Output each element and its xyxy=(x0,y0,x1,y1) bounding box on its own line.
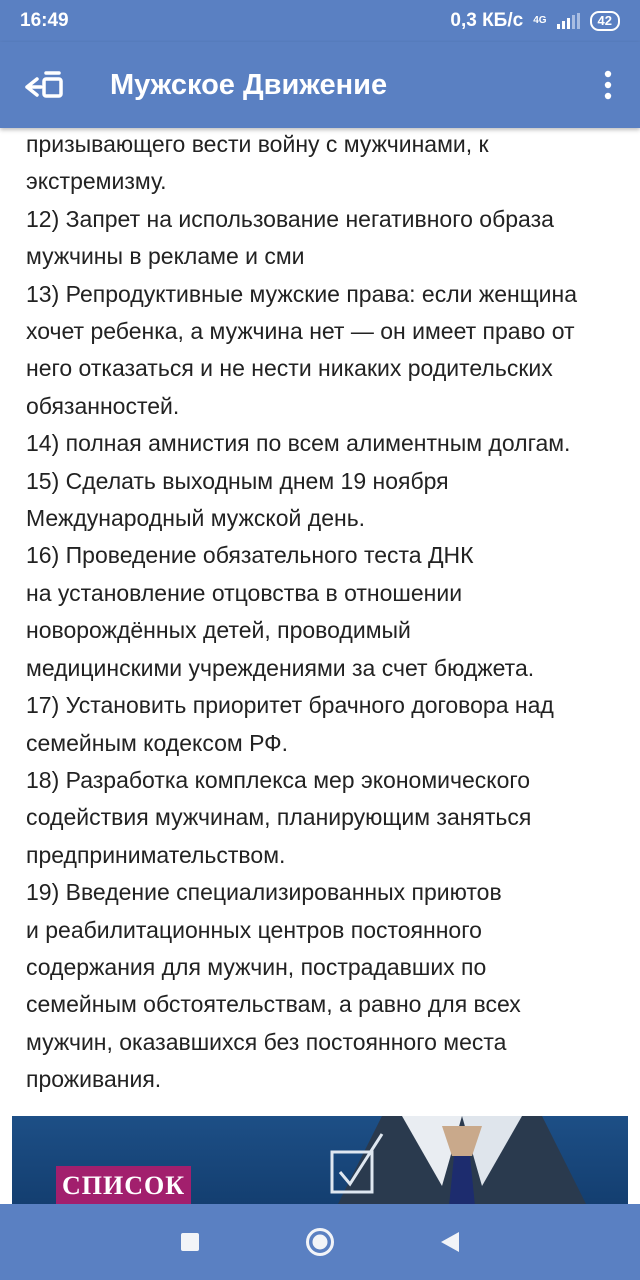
recents-square-icon xyxy=(180,1232,200,1252)
text-line: содержания для мужчин, пострадавших по xyxy=(26,953,487,980)
home-circle-icon xyxy=(305,1227,335,1257)
businessman-image xyxy=(292,1116,628,1204)
battery-icon xyxy=(590,11,620,31)
text-line: семейным обстоятельствам, а равно для всех xyxy=(26,991,521,1018)
back-nav-button[interactable] xyxy=(385,1204,515,1280)
text-line: хочет ребенка, а мужчина нет — он имеет право от xyxy=(26,318,575,345)
text-line: экстремизму. xyxy=(26,168,167,195)
text-line: предпринимательством. xyxy=(26,841,286,868)
text-line: 16) Проведение обязательного теста ДНК xyxy=(26,542,474,569)
text-line: и реабилитационных центров постоянного xyxy=(26,916,482,943)
text-line: медицинскими учреждениями за счет бюджета. xyxy=(26,654,535,681)
text-line: 17) Установить приоритет брачного договора над xyxy=(26,692,554,719)
back-button[interactable] xyxy=(0,42,92,128)
text-line: 19) Введение специализированных приютов xyxy=(26,879,502,906)
text-line: проживания. xyxy=(26,1066,162,1093)
navigation-bar xyxy=(0,1204,640,1280)
signal-icon xyxy=(557,13,580,29)
text-line: 12) Запрет на использование негативного образа xyxy=(26,205,554,232)
status-indicators xyxy=(450,10,620,32)
text-line: содействия мужчинам, планирующим заняться xyxy=(26,804,532,831)
text-line: Международный мужской день. xyxy=(26,505,366,532)
text-line: 14) полная амнистия по всем алиментным долгам. xyxy=(26,430,571,457)
network-speed: 0,3 КБ/с xyxy=(450,10,524,31)
article-text xyxy=(26,128,626,1099)
text-line: призывающего вести войну с мужчинами, к xyxy=(26,131,489,157)
text-line: 13) Репродуктивные мужские права: если женщина xyxy=(26,280,578,307)
status-time: 16:49 xyxy=(20,10,69,31)
more-options-button[interactable] xyxy=(576,42,640,128)
article-image[interactable] xyxy=(12,1116,628,1204)
app-bar xyxy=(0,42,640,128)
recents-button[interactable] xyxy=(125,1204,255,1280)
text-line: 15) Сделать выходным днем 19 ноября xyxy=(26,467,449,494)
app-title: Мужское Движение xyxy=(110,68,388,101)
article-content[interactable] xyxy=(0,128,640,1204)
text-line: новорождённых детей, проводимый xyxy=(26,617,411,644)
text-line: мужчины в рекламе и сми xyxy=(26,243,305,270)
text-line: на установление отцовства в отношении xyxy=(26,579,463,606)
text-line: обязанностей. xyxy=(26,392,180,419)
network-type: 4G xyxy=(533,15,547,26)
battery-level: 42 xyxy=(597,13,612,28)
more-vert-icon xyxy=(603,70,613,100)
back-arrow-icon xyxy=(25,68,67,102)
text-line: мужчин, оказавшихся без постоянного места xyxy=(26,1028,507,1055)
text-line: 18) Разработка комплекса мер экономического xyxy=(26,766,531,793)
home-button[interactable] xyxy=(255,1204,385,1280)
back-triangle-icon xyxy=(439,1230,461,1254)
banner-label: СПИСОК xyxy=(56,1166,191,1204)
text-line: семейным кодексом РФ. xyxy=(26,729,289,756)
text-line: него отказаться и не нести никаких родительских xyxy=(26,355,553,382)
status-bar xyxy=(0,0,640,42)
